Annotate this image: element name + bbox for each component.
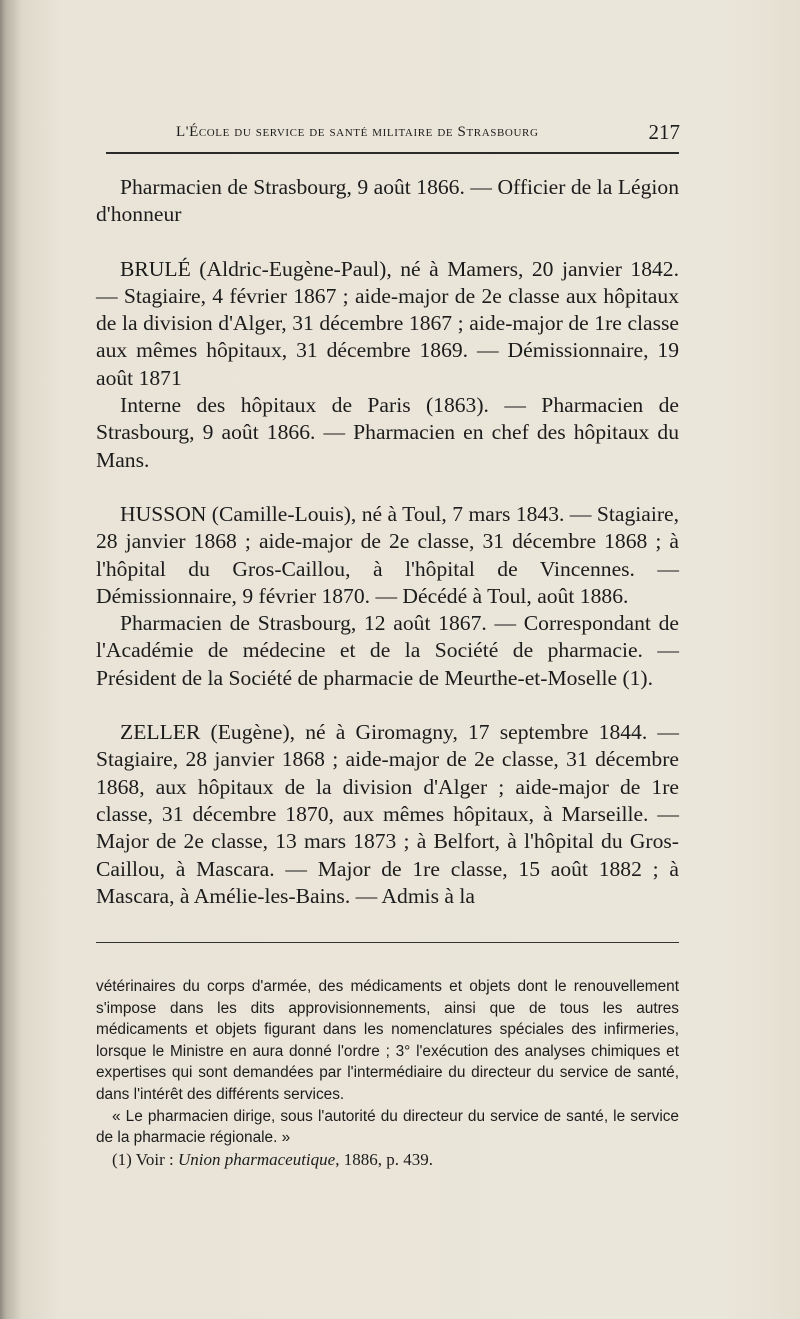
paragraph: Pharmacien de Strasbourg, 12 août 1867. — Correspondant de l'Académie de médecine et de la Société de pharmacie. — Président de la Société de pharmacie de Meurthe-et-Moselle (1).: [96, 611, 679, 690]
paragraph: Pharmacien de Strasbourg, 9 août 1866. — Officier de la Légion d'honneur: [96, 175, 679, 227]
paragraph: BRULÉ (Aldric-Eugène-Paul), né à Mamers, 20 janvier 1842. — Stagiaire, 4 février 1867 ; aide-major de 2e classe aux hôpitaux de la division d'Alger, 31 décembre 1867 ; aide-major de 1re classe aux mêmes hôpitaux, 31 décembre 1869. — Démissionnaire, 19 août 1871: [96, 256, 679, 390]
footnote-reference: [96, 1149, 679, 1171]
footnote-ref-suffix: , 1886, p. 439.: [335, 1149, 433, 1169]
footnote-ref-title: Union pharmaceutique: [177, 1149, 336, 1169]
running-title: L'École du service de santé militaire de Strasbourg: [176, 124, 539, 140]
footnote-continuation: vétérinaires du corps d'armée, des médicaments et objets dont le renouvellement s'impose dans les dits approvisionnements, ainsi que de tous les autres médicaments et objets figurant dans les nomenclatures spéciales des infirmeries, lorsque le Ministre en aura donné l'ordre ; 3° l'exécution des analyses chimiques et expertises qui sont demandées par l'intermédiaire du directeur du service de santé, dans l'intérêt des différents services.: [96, 978, 679, 1103]
footnotes: [96, 976, 679, 1170]
paragraph: HUSSON (Camille-Louis), né à Toul, 7 mars 1843. — Stagiaire, 28 janvier 1868 ; aide-major de 2e classe, 31 décembre 1868 ; à l'hôpital du Gros-Caillou, à l'hôpital de Vincennes. — Démissionnaire, 9 février 1870. — Décédé à Toul, août 1886.: [96, 501, 679, 608]
header-rule: [106, 152, 679, 154]
paragraph: Interne des hôpitaux de Paris (1863). — Pharmacien de Strasbourg, 9 août 1866. — Pharmacien en chef des hôpitaux du Mans.: [96, 393, 679, 472]
footnote-ref-prefix: (1) Voir :: [112, 1149, 178, 1169]
paragraph: ZELLER (Eugène), né à Giromagny, 17 septembre 1844. — Stagiaire, 28 janvier 1868 ; aide-major de 2e classe, 31 décembre 1868, aux hôpitaux de la division d'Alger ; aide-major de 1re classe, 31 décembre 1870, aux mêmes hôpitaux, à Marseille. — Major de 2e classe, 13 mars 1873 ; à Belfort, à l'hôpital du Gros-Caillou, à Mascara. — Major de 1re classe, 15 août 1882 ; à Mascara, à Amélie-les-Bains. — Admis à la: [96, 720, 679, 908]
running-header: [120, 120, 680, 148]
footnote-rule: [96, 942, 679, 943]
main-text: [96, 174, 679, 910]
page-number: 217: [648, 120, 680, 144]
footnote-quote: « Le pharmacien dirige, sous l'autorité du directeur du service de santé, le service de la pharmacie régionale. »: [96, 1107, 679, 1147]
